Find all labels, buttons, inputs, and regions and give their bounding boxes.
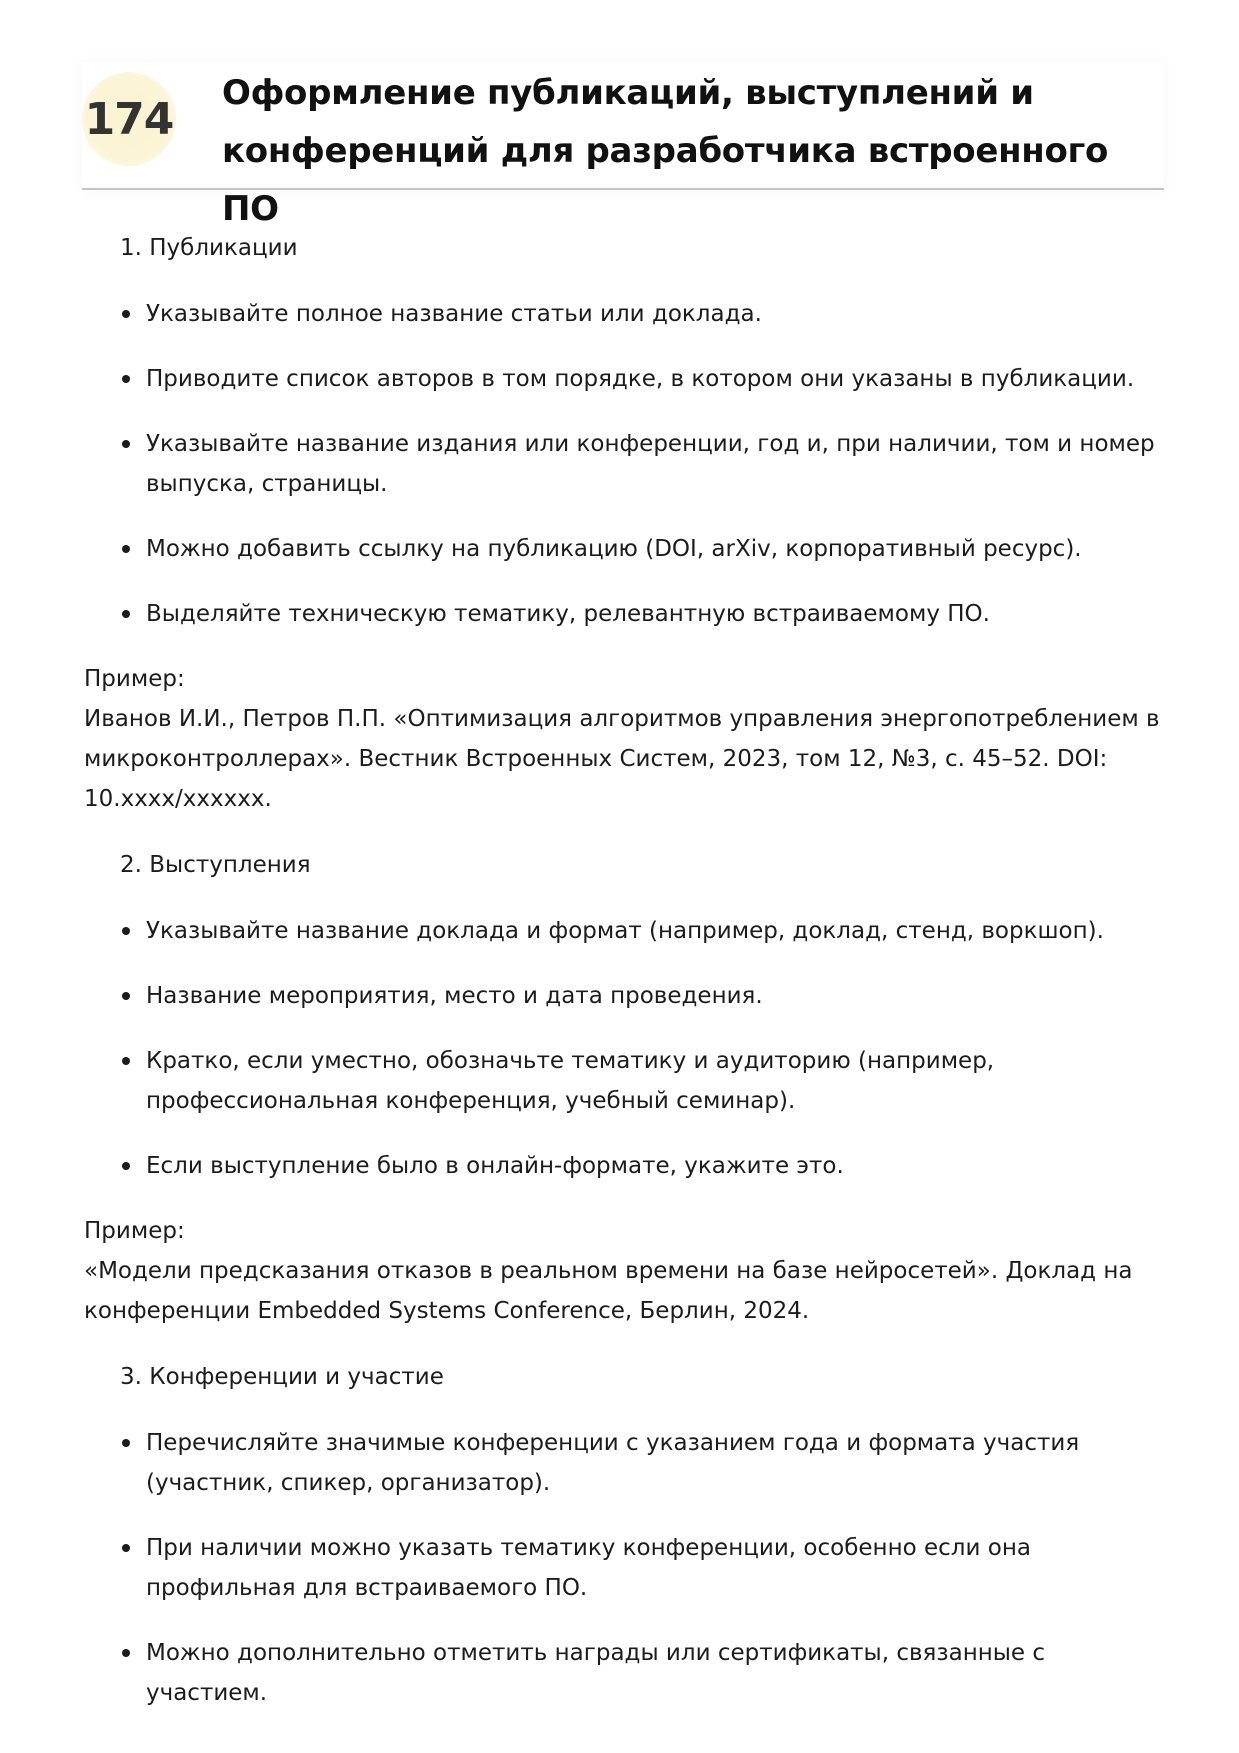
list-item: Перечисляйте значимые конференции с указанием года и формата участия (участник, спикер, организатор). xyxy=(84,1423,1164,1503)
example-label: Пример: xyxy=(84,1218,185,1244)
page-header xyxy=(82,62,1164,229)
section-heading-talks: 2. Выступления xyxy=(120,852,311,878)
publications-list xyxy=(84,294,1164,634)
list-item: Название мероприятия, место и дата проведения. xyxy=(84,976,1164,1016)
list-item: Выделяйте техническую тематику, релевантную встраиваемому ПО. xyxy=(84,594,1164,634)
section-heading-publications: 1. Публикации xyxy=(120,235,298,261)
page-number-badge: 174 xyxy=(82,72,176,166)
list-item: Кратко, если уместно, обозначьте тематику и аудиторию (например, профессиональная конференция, учебный семинар). xyxy=(84,1041,1164,1121)
list-item: При наличии можно указать тематику конференции, особенно если она профильная для встраиваемого ПО. xyxy=(84,1528,1164,1608)
conferences-list xyxy=(84,1423,1164,1713)
talks-list xyxy=(84,911,1164,1186)
list-item: Указывайте полное название статьи или доклада. xyxy=(84,294,1164,334)
list-item: Можно добавить ссылку на публикацию (DOI, arXiv, корпоративный ресурс). xyxy=(84,529,1164,569)
page-title: Оформление публикаций, выступлений и конференций для разработчика встроенного ПО xyxy=(222,73,1109,229)
document-body xyxy=(84,228,1164,1738)
example-publications xyxy=(84,659,1164,819)
list-item: Указывайте название издания или конференции, год и, при наличии, том и номер выпуска, страницы. xyxy=(84,424,1164,504)
list-item: Указывайте название доклада и формат (например, доклад, стенд, воркшоп). xyxy=(84,911,1164,951)
section-heading-conferences: 3. Конференции и участие xyxy=(120,1364,444,1390)
list-item: Если выступление было в онлайн-формате, укажите это. xyxy=(84,1146,1164,1186)
example-text: «Модели предсказания отказов в реальном времени на базе нейросетей». Доклад на конференции Embedded Systems Conference, Берлин, 2024. xyxy=(84,1258,1133,1324)
example-label: Пример: xyxy=(84,666,185,692)
list-item: Можно дополнительно отметить награды или сертификаты, связанные с участием. xyxy=(84,1633,1164,1713)
example-talks xyxy=(84,1211,1164,1331)
list-item: Приводите список авторов в том порядке, в котором они указаны в публикации. xyxy=(84,359,1164,399)
example-text: Иванов И.И., Петров П.П. «Оптимизация алгоритмов управления энергопотреблением в микроконтроллерах». Вестник Встроенных Систем, 2023, том 12, №3, с. 45–52. DOI: 10.xxxx/xxxxxx. xyxy=(84,706,1160,812)
